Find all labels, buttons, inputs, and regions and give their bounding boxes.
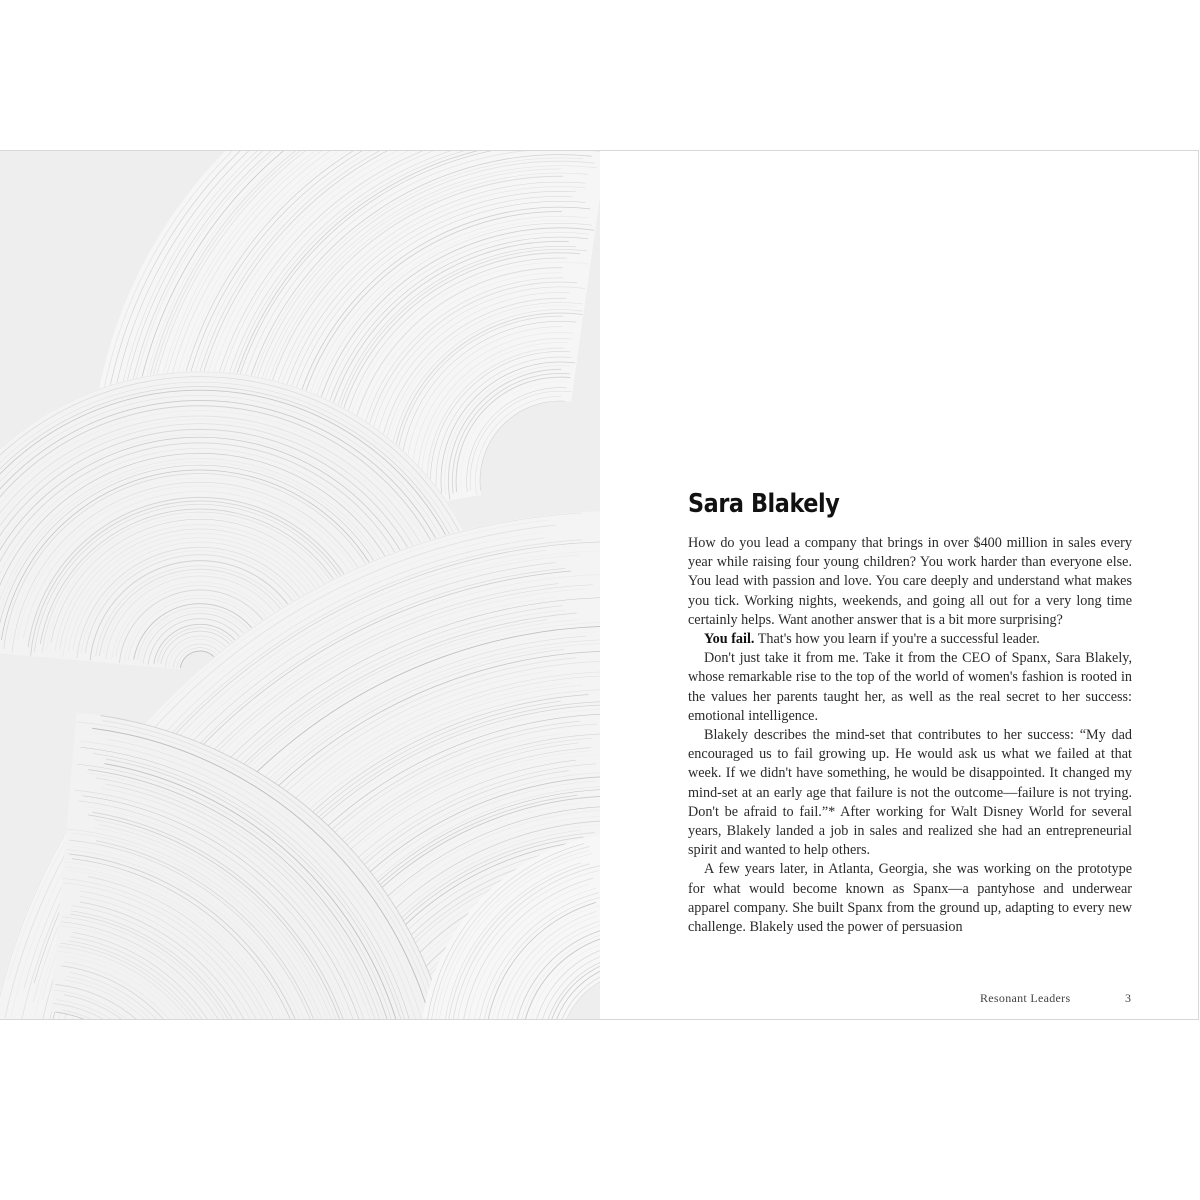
paragraph-1-text: How do you lead a company that brings in over $400 million in sales every year while raising four young children? You work harder than everyone else. You lead with passion and love. You care deeply and understand what makes you tick. Working nights, weekends, and going all out for a very long time certainly helps. Want another answer that is a bit more surprising? (688, 535, 1132, 628)
chapter-title: Sara Blakely (688, 489, 840, 519)
book-spread (0, 150, 1199, 1020)
paragraph-3 (688, 649, 1132, 726)
brushstroke-texture (0, 151, 600, 1019)
paragraph-2-lead: You fail. (704, 631, 755, 648)
paragraph-4 (688, 726, 1132, 860)
paragraph-2 (688, 630, 1132, 649)
paragraph-2-text: That's how you learn if you're a successful leader. (754, 631, 1040, 648)
right-page (600, 151, 1198, 1019)
paragraph-1 (688, 534, 1132, 630)
paragraph-4-text: Blakely describes the mind-set that contributes to her success: “My dad encouraged us to fail growing up. He would ask us what we failed at that week. If we didn't have something, he would be disappointed. It changed my mind-set at an early age that failure is not the outcome—failure is not trying. Don't be afraid to fail.”* After working for Walt Disney World for several years, Blakely landed a job in sales and realized she had an entrepreneurial spirit and wanted to help others. (688, 727, 1132, 859)
paragraph-5-text: A few years later, in Atlanta, Georgia, she was working on the prototype for what would become known as Spanx—a pantyhose and underwear apparel company. She built Spanx from the ground up, adapting to every new challenge. Blakely used the power of persuasion (688, 861, 1132, 936)
paragraph-3-text: Don't just take it from me. Take it from the CEO of Spanx, Sara Blakely, whose remarkable rise to the top of the world of women's fashion is rooted in the values her parents taught her, as well as the real secret to her success: emotional intelligence. (688, 650, 1132, 724)
left-page-texture-image (0, 151, 600, 1019)
running-footer (600, 991, 1198, 1011)
body-text (688, 534, 1132, 937)
footer-section-title: Resonant Leaders (980, 991, 1071, 1005)
paragraph-5 (688, 860, 1132, 937)
page-number: 3 (1125, 991, 1131, 1005)
